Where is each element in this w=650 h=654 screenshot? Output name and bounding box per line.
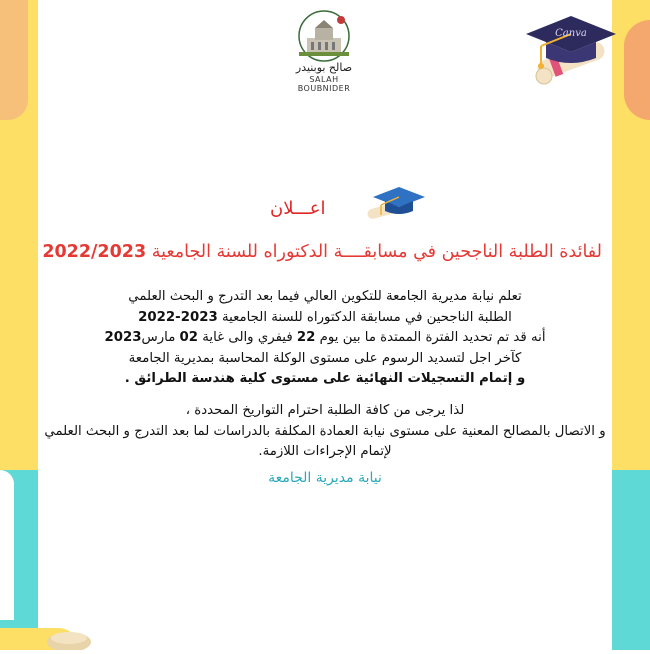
body-line-2	[40, 308, 610, 329]
body-line-3-part-b: فيفري والى غاية	[202, 330, 293, 345]
notice-line-1: لذا يرجى من كافة الطلبة احترام التواريخ المحددة ،	[185, 403, 465, 418]
body-line-4: كآخر اجل لتسديد الرسوم على مستوى الوكلة المحاسبة بمديرية الجامعة	[128, 350, 522, 366]
signature: نيابة مديرية الجامعة	[268, 470, 382, 486]
body-line-3-day-2: 02	[179, 330, 199, 345]
body-line-3-part-c: مارس	[141, 330, 176, 345]
announcement-body	[40, 287, 610, 390]
subtitle-text: لفائدة الطلبة الناجحين في مسابقــــة الدكتوراه للسنة الجامعية	[146, 242, 602, 262]
notice-line-2: و الاتصال بالمصالح المعنية على مستوى نيابة العمادة المكلفة بالدراسات لما بعد التدرج و البحث العلمي	[44, 423, 606, 439]
body-line-3-day-1: 22	[296, 330, 316, 345]
university-logo	[282, 6, 366, 93]
body-line-3-year: 2023	[104, 330, 142, 345]
announcement-subtitle	[40, 242, 602, 262]
subtitle-year: 2022/2023	[42, 242, 147, 262]
body-line-1: تعلم نيابة مديرية الجامعة للتكوين العالي فيما بعد التدرج و البحث العلمي	[128, 289, 522, 304]
right-teal-band	[612, 470, 650, 650]
canva-watermark: Canva	[555, 28, 587, 39]
body-line-3	[40, 328, 610, 349]
body-line-3-part-a: أنه قد تم تحديد الفترة الممتدة ما بين يوم	[319, 330, 546, 345]
announcement-title: اعـــلان	[270, 198, 326, 219]
body-line-5: و إتمام التسجيلات النهائية على مستوى كلية هندسة الطرائق .	[124, 371, 526, 386]
body-line-2-year: 2023-2022	[138, 309, 218, 325]
body-line-2-text: الطلبة الناجحين في مسابقة الدكتوراه للسنة الجامعية	[221, 309, 512, 325]
graduation-cap-diploma-illustration	[516, 6, 626, 100]
logo-arabic-name: صالح بوبنيدر	[295, 61, 353, 74]
right-peach-shape	[624, 20, 650, 120]
left-peach-shape	[0, 0, 28, 120]
announcement-notice	[40, 401, 610, 463]
university-emblem-icon	[285, 6, 363, 62]
notice-line-3: لإتمام الإجراءات اللازمة.	[258, 444, 392, 459]
diploma-scroll-icon	[44, 628, 94, 654]
left-white-curve	[0, 470, 14, 620]
graduation-cap-icon	[363, 183, 427, 233]
logo-caption: SALAH BOUBNIDER	[297, 75, 351, 93]
